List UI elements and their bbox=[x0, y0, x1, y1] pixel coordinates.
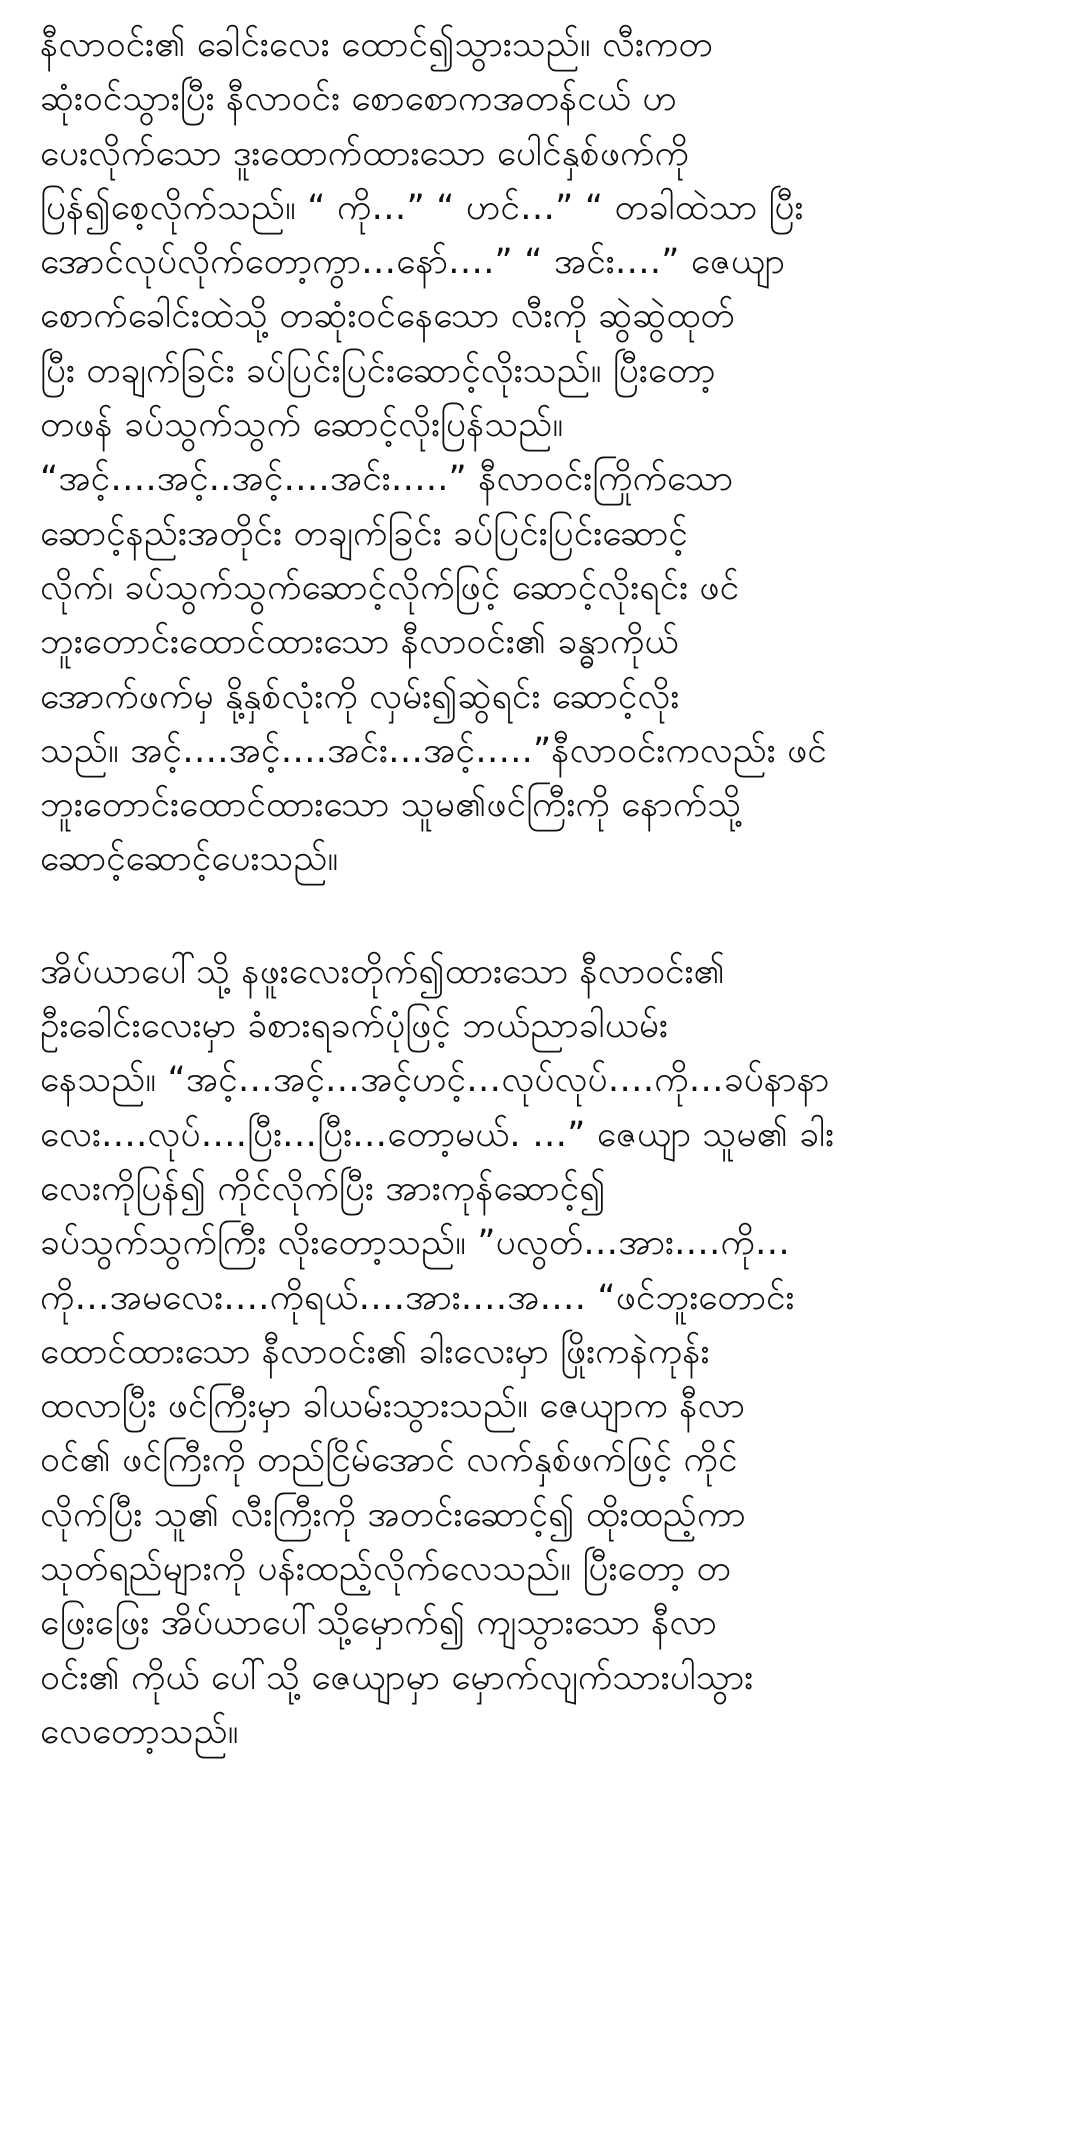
text-line: အောက်ဖက်မှ နို့နှစ်လုံးကို လှမ်း၍ဆွဲရင်း ဆောင့်လိုး bbox=[40, 676, 680, 717]
text-line: နီလာဝင်း၏ ခေါင်းလေး ထောင်၍သွားသည်။ လီးကတ bbox=[40, 25, 713, 65]
text-line: ထလာပြီး ဖင်ကြီးမှာ ခါယမ်းသွားသည်။ ဇေယျာက နီလာ bbox=[40, 1386, 745, 1427]
text-line: ဆောင့်နည်းအတိုင်း တချက်ခြင်း ခပ်ပြင်းပြင်းဆောင့် bbox=[40, 513, 688, 554]
paragraph-2 bbox=[40, 945, 1040, 1759]
text-line: စောက်ခေါင်းထဲသို့ တဆုံးဝင်နေသော လီးကို ဆွဲဆွဲထုတ် bbox=[40, 296, 735, 337]
text-line: ပြန်၍စေ့လိုက်သည်။ “ ကို…” “ ဟင်…” “ တခါထဲသာ ပြီး bbox=[40, 187, 804, 228]
text-line: ဆုံးဝင်သွားပြီး နီလာဝင်း စောစောကအတန်ငယ် ဟ bbox=[40, 79, 677, 120]
text-line: ဘူးတောင်းထောင်ထားသော နီလာဝင်း၏ ခန္ဓာကိုယ် bbox=[40, 622, 679, 663]
text-line: ဖြေးဖြေး အိပ်ယာပေါ်သို့မှောက်၍ ကျသွားသော နီလာ bbox=[40, 1603, 717, 1644]
text-line: နေသည်။ “အင့်…အင့်…အင့်ဟင့်…လုပ်လုပ်….ကို…ခပ်နာနာ bbox=[40, 1060, 830, 1101]
text-line: လေတော့သည်။ bbox=[40, 1711, 239, 1752]
text-line: ပြီး တချက်ခြင်း ခပ်ပြင်းပြင်းဆောင့်လိုးသည်။ ပြီးတော့ bbox=[40, 350, 716, 391]
text-line: ဦးခေါင်းလေးမှာ ခံစားရခက်ပုံဖြင့် ဘယ်ညာခါယမ်း bbox=[40, 1006, 668, 1047]
text-line: သုတ်ရည်များကို ပန်းထည့်လိုက်လေသည်။ ပြီးတော့ တ bbox=[40, 1549, 731, 1590]
paragraph-spacer bbox=[40, 887, 1040, 945]
text-line: ဝင်း၏ ကိုယ် ပေါ်သို့ ဇေယျာမှာ မှောက်လျက်သားပါသွား bbox=[40, 1657, 754, 1698]
text-line: ပေးလိုက်သော ဒူးထောက်ထားသော ပေါင်နှစ်ဖက်ကို bbox=[40, 133, 689, 174]
text-line: ဝင်၏ ဖင်ကြီးကို တည်ငြိမ်အောင် လက်နှစ်ဖက်ဖြင့် ကိုင် bbox=[40, 1440, 738, 1481]
text-line: ခပ်သွက်သွက်ကြီး လိုးတော့သည်။ ”ပလွတ်…အား….ကို… bbox=[40, 1223, 791, 1264]
text-line: သည်။ အင့်….အင့်….အင်း…အင့်…..”နီလာဝင်းကလည်း ဖင် bbox=[40, 730, 827, 771]
text-line: တဖန် ခပ်သွက်သွက် ဆောင့်လိုးပြန်သည်။ bbox=[40, 405, 564, 446]
text-line: အောင်လုပ်လိုက်တော့ကွာ…နော်….” “ အင်း….” ဇေယျာ bbox=[40, 242, 785, 283]
text-line: လိုက်ပြီး သူ၏ လီးကြီးကို အတင်းဆောင့်၍ ထိုးထည့်ကာ bbox=[40, 1494, 746, 1535]
text-line: ဘူးတောင်းထောင်ထားသော သူမ၏ဖင်ကြီးကို နောက်သို့ bbox=[40, 785, 742, 826]
text-line: ဆောင့်ဆောင့်ပေးသည်။ bbox=[40, 839, 339, 880]
text-line: “အင့်….အင့်..အင့်….အင်း…..” နီလာဝင်းကြိုက်သော bbox=[40, 459, 734, 500]
text-line: ထောင်ထားသော နီလာဝင်း၏ ခါးလေးမှာ ဖြိုးကနဲကုန်း bbox=[40, 1331, 710, 1372]
text-line: ကို…အမလေး….ကိုရယ်….အား….အ…. “ဖင်ဘူးတောင်း bbox=[40, 1277, 795, 1318]
text-line: လေးကိုပြန်၍ ကိုင်လိုက်ပြီး အားကုန်ဆောင့်၍ bbox=[40, 1168, 606, 1209]
text-line: လေး….လုပ်….ပြီး…ပြီး…တော့မယ်. …” ဇေယျာ သူမ၏ ခါး bbox=[40, 1114, 835, 1155]
text-line: အိပ်ယာပေါ်သို့ နဖူးလေးတိုက်၍ထားသော နီလာဝင်း၏ bbox=[40, 951, 725, 992]
text-line: လိုက်၊ ခပ်သွက်သွက်ဆောင့်လိုက်ဖြင့် ဆောင့်လိုးရင်း ဖင် bbox=[40, 567, 740, 608]
paragraph-1 bbox=[40, 18, 1040, 887]
